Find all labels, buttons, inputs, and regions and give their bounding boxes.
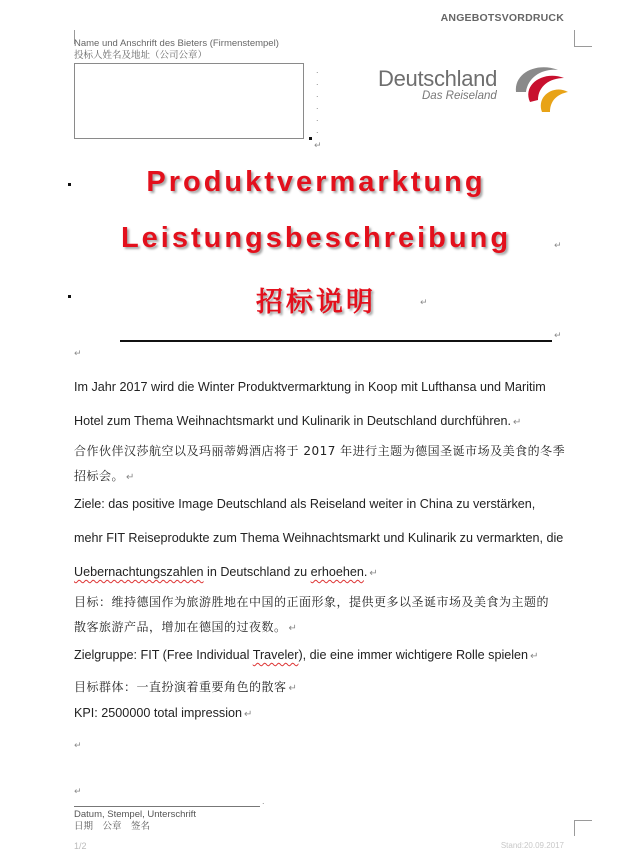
body-p4-line2-text: 散客旅游产品，增加在德国的过夜数。 <box>74 620 287 634</box>
crop-mark-top-right-v <box>574 30 575 46</box>
paragraph-mark: ↵ <box>74 348 82 358</box>
bidder-label-zh: 投标人姓名及地址（公司公章） <box>74 50 208 61</box>
paragraph-mark: . <box>262 796 265 806</box>
paragraph-mark: ↵ <box>420 297 428 307</box>
logo-main-text: Deutschland <box>378 66 497 91</box>
page-number: 1/2 <box>74 841 87 851</box>
body-p3-line3-end: . <box>363 565 368 579</box>
bidder-stamp-box[interactable] <box>74 63 304 139</box>
crop-mark-bottom-right-h <box>574 820 592 821</box>
title-line-2: Leistungsbeschreibung <box>120 222 512 254</box>
body-p6: 目标群体：一直扮演着重要角色的散客 ↵ <box>74 680 298 694</box>
body-p7: KPI: 2500000 total impression ↵ <box>74 706 253 720</box>
body-p7-text: KPI: 2500000 total impression <box>74 706 243 720</box>
crop-mark-top-right-h <box>574 46 592 47</box>
spellcheck-word: Traveler <box>252 648 299 662</box>
body-p3-line1: Ziele: das positive Image Deutschland als Reiseland weiter in China zu verstärken, <box>74 497 536 511</box>
paragraph-mark: ↵ <box>74 740 82 750</box>
body-p2-line1: 合作伙伴汉莎航空以及玛丽蒂姆酒店将于 2017 年进行主题为德国圣诞市场及美食的冬季 <box>74 444 566 458</box>
form-label: ANGEBOTSVORDRUCK <box>440 12 564 24</box>
body-p5: Zielgruppe: FIT (Free Individual Traveler), die eine immer wichtigere Rolle spielen ↵ <box>74 648 539 662</box>
paragraph-mark: ↵ <box>554 240 562 250</box>
body-p5-a: Zielgruppe: FIT (Free Individual <box>74 648 253 662</box>
body-p1-line2-text: Hotel zum Thema Weihnachtsmarkt und Kulinarik in Deutschland durchführen. <box>74 414 512 428</box>
title-line-1: Produktvermarktung <box>146 166 486 198</box>
list-bullet <box>309 137 312 140</box>
paragraph-mark: ↵ <box>314 140 322 150</box>
paragraph-mark: ↵ <box>74 786 82 796</box>
body-p4-line1: 目标：维持德国作为旅游胜地在中国的正面形象，提供更多以圣诞市场及美食为主题的 <box>74 595 550 609</box>
signature-line <box>74 806 260 807</box>
logo-sub-text: Das Reiseland <box>422 90 497 102</box>
bidder-label-de: Name und Anschrift des Bieters (Firmenstempel) <box>74 38 279 49</box>
body-p2-line2: 招标会。 ↵ <box>74 469 135 483</box>
body-p3-line2: mehr FIT Reiseprodukte zum Thema Weihnachtsmarkt und Kulinarik zu vermarkten, die <box>74 531 564 545</box>
spellcheck-word: erhoehen <box>310 565 364 579</box>
signature-label-de: Datum, Stempel, Unterschrift <box>74 809 196 820</box>
body-p5-c: ), die eine immer wichtigere Rolle spielen <box>298 648 529 662</box>
paragraph-mark: ↵ <box>554 330 562 340</box>
body-p3-line3-mid: in Deutschland zu <box>203 565 311 579</box>
deutschland-logo <box>378 66 497 102</box>
signature-label <box>74 809 196 833</box>
body-p1-line1: Im Jahr 2017 wird die Winter Produktvermarktung in Koop mit Lufthansa und Maritim <box>74 380 546 394</box>
stand-date: Stand:20.09.2017 <box>500 841 564 850</box>
body-p6-text: 目标群体：一直扮演着重要角色的散客 <box>74 680 287 694</box>
title-divider <box>120 340 552 342</box>
crop-mark-bottom-right-v <box>574 820 575 836</box>
body-p3-line3: Uebernachtungszahlen in Deutschland zu erhoehen. ↵ <box>74 565 378 579</box>
spellcheck-word: Uebernachtungszahlen <box>74 565 204 579</box>
paragraph-marks-column: . . . . . . <box>316 65 319 135</box>
body-p1-line2: Hotel zum Thema Weihnachtsmarkt und Kulinarik in Deutschland durchführen. ↵ <box>74 414 522 428</box>
body-p2-line2-text: 招标会。 <box>74 469 125 483</box>
title-line-3: 招标说明 <box>256 287 376 317</box>
body-p4-line2: 散客旅游产品，增加在德国的过夜数。 ↵ <box>74 620 298 634</box>
signature-label-zh: 日期 公章 签名 <box>74 821 151 832</box>
bidder-label <box>74 38 279 62</box>
logo-swoosh-icon <box>508 62 570 116</box>
